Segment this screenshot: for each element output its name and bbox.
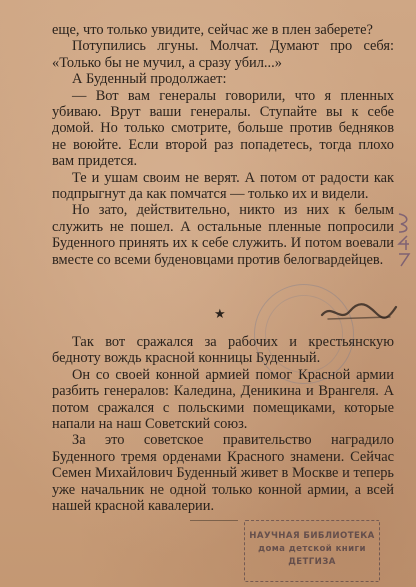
paragraph-budenny-continues: А Буденный продолжает: (72, 71, 227, 88)
paragraph-awards-moscow: За это советское правительство наградило Буденного тремя орденами Красного знамени. Сейчас Семен Михайлович Буденный живет в Москве и теперь уже начальник не одной только конной армии, а всей нашей красной кавалерии. (52, 432, 394, 515)
library-stamp (244, 520, 380, 582)
paragraph-prisoners-flee: Те и ушам своим не верят. А потом от радости как подпрыгнут да как помчатся — только их и видели. (52, 169, 394, 203)
stamp-line-house: дома детской книги (258, 544, 366, 554)
stamp-line-library: НАУЧНАЯ БИБЛИОТЕКА (249, 531, 375, 541)
paragraph-leader-of-cavalry: Так вот сражался за рабочих и крестьянскую бедноту вождь красной конницы Буденный. (52, 334, 394, 367)
paragraph-prisoners-join: Но зато, действительно, никто из них к белым служить не пошел. А остальные пленные попросили Буденного принять их к себе служить. И потом воевали вместе со всеми буденовцами против белогвардейцев. (52, 202, 394, 268)
section-separator-star: ★ (214, 306, 226, 321)
paragraph-liars-silent: Потупились лгуны. Молчат. Думают про себя: «Только бы не мучил, а сразу убил...» (52, 38, 394, 71)
signature-scribble-icon (318, 297, 400, 325)
margin-handwritten-number (393, 210, 415, 270)
paragraph-defeated-generals: Он со своей конной армией помог Красной армии разбить генералов: Каледина, Деникина и Врангеля. А потом сражался с польскими помещиками, которые напали на наш Советский союз. (52, 366, 394, 433)
top-text-block (52, 22, 394, 268)
pencil-underline (190, 520, 238, 521)
paragraph-budenny-speech: — Вот вам генералы говорили, что я пленных убиваю. Врут ваши генералы. Ступайте вы к себе домой. Но только смотрите, больше против бедняков не воюйте. Если второй раз попадетесь, тогда плохо вам придется. (52, 87, 394, 170)
paragraph-continuation: еще, что только увидите, сейчас же в плен заберете? (52, 22, 373, 38)
handwritten-signature (318, 297, 400, 325)
handwritten-digits-icon (393, 210, 415, 270)
stamp-line-detgiz: ДЕТГИЗА (288, 557, 336, 567)
